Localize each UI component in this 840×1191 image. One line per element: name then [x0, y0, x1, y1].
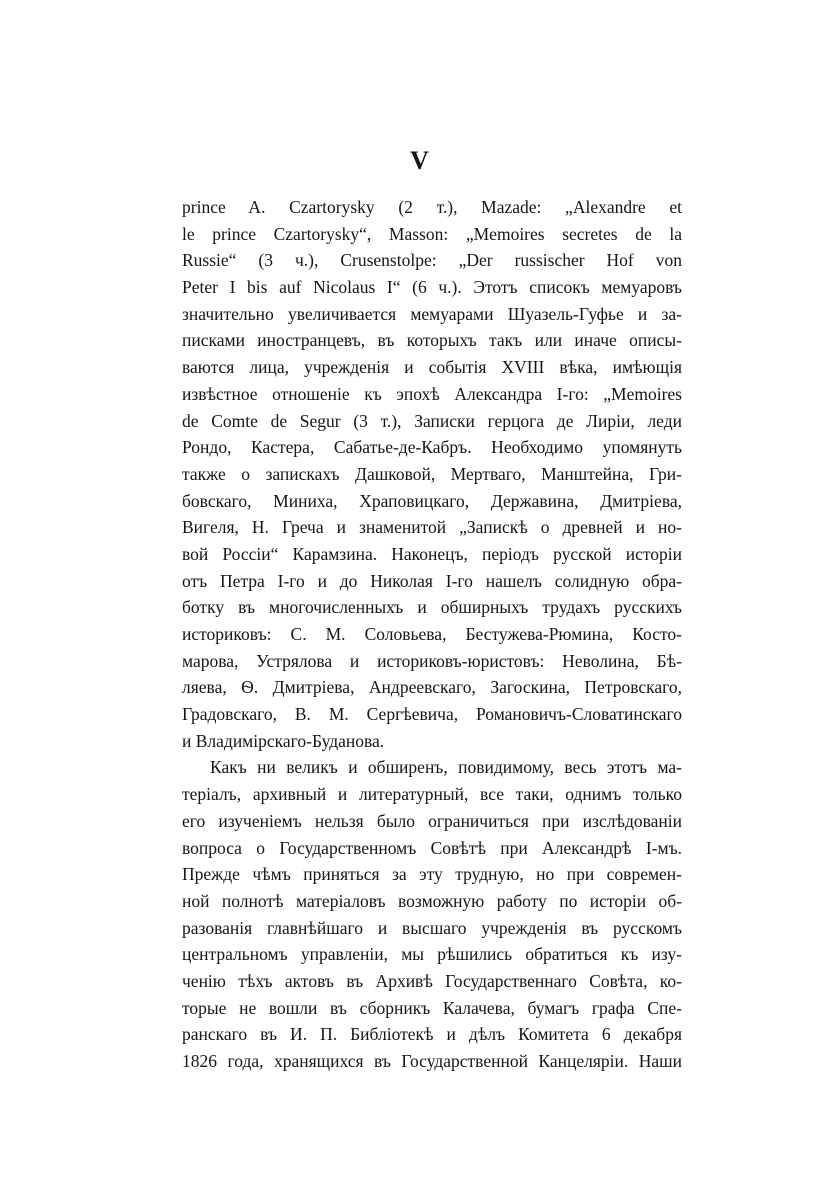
- text-line: de Comte de Segur (3 т.), Записки герцога де Лиріи, леди: [182, 410, 682, 431]
- text-line: ваются лица, учрежденія и событія XVIII вѣка, имѣющія: [182, 357, 682, 378]
- text-line: писками иностранцевъ, въ которыхъ такъ или иначе описы-: [182, 330, 682, 351]
- text-line: le prince Czartorysky“, Masson: „Memoires secretes de la: [182, 223, 682, 244]
- text-line: разованія главнѣйшаго и высшаго учрежденія въ русскомъ: [182, 917, 682, 938]
- text-line: бовскаго, Миниха, Храповицкаго, Державина, Дмитріева,: [182, 490, 682, 511]
- text-line: торые не вошли въ сборникъ Калачева, бумагъ графа Спе-: [182, 997, 682, 1018]
- text-line: историковъ: С. М. Соловьева, Бестужева-Рюмина, Косто-: [182, 624, 682, 644]
- text-line: Градовскаго, В. М. Сергѣевича, Романовичъ-Словатинскаго: [182, 704, 682, 725]
- text-line: отъ Петра I-го и до Николая I-го нашелъ солидную обра-: [182, 570, 682, 591]
- text-line: и Владимірскаго-Буданова.: [182, 730, 385, 751]
- text-line: ляева, Ѳ. Дмитріева, Андреевскаго, Загоскина, Петровскаго,: [182, 677, 682, 698]
- text-line: вопроса о Государственномъ Совѣтѣ при Александрѣ I-мъ.: [182, 837, 682, 858]
- text-line: теріалъ, архивный и литературный, все таки, однимъ только: [182, 784, 682, 805]
- text-line: prince A. Czartorysky (2 т.), Mazade: „Alexandre et: [182, 197, 682, 217]
- body-text: [182, 194, 682, 1075]
- text-line: ботку въ многочисленныхъ и обширныхъ трудахъ русскихъ: [182, 597, 682, 618]
- text-line: ной полнотѣ матеріаловъ возможную работу по исторіи об-: [182, 890, 682, 911]
- text-line: Какъ ни великъ и обширенъ, повидимому, весь этотъ ма-: [210, 757, 682, 778]
- text-line: значительно увеличивается мемуарами Шуазель-Гуфье и за-: [182, 303, 682, 324]
- text-line: вой Россіи“ Карамзина. Наконецъ, періодъ русской исторіи: [182, 543, 682, 564]
- text-line: марова, Устрялова и историковъ-юристовъ: Неволина, Бѣ-: [182, 650, 682, 671]
- page-number: V: [410, 146, 430, 175]
- text-line: Вигеля, Н. Греча и знаменитой „Запискѣ о древней и но-: [182, 517, 682, 538]
- text-line: Рондо, Кастера, Сабатье-де-Кабръ. Необходимо упомянуть: [182, 437, 682, 458]
- text-line: его изученіемъ нельзя было ограничиться при изслѣдованіи: [182, 810, 682, 831]
- text-line: Прежде чѣмъ приняться за эту трудную, но при современ-: [182, 864, 682, 885]
- text-line: ченію тѣхъ актовъ въ Архивѣ Государственнаго Совѣта, ко-: [182, 970, 682, 991]
- text-line: центральномъ управленіи, мы рѣшились обратиться къ изу-: [182, 944, 682, 965]
- text-line: Peter I bis auf Nicolaus I“ (6 ч.). Этотъ списокъ мемуаровъ: [182, 277, 682, 298]
- text-line: извѣстное отношеніе къ эпохѣ Александра I-го: „Memoires: [182, 383, 682, 404]
- text-line: ранскаго въ И. П. Библіотекѣ и дѣлъ Комитета 6 декабря: [182, 1024, 682, 1045]
- text-line: также о запискахъ Дашковой, Мертваго, Манштейна, Гри-: [182, 463, 682, 484]
- text-line: Russie“ (3 ч.), Crusenstolpe: „Der russischer Hof von: [182, 250, 682, 271]
- text-line: 1826 года, хранящихся въ Государственной Канцеляріи. Наши: [182, 1051, 682, 1071]
